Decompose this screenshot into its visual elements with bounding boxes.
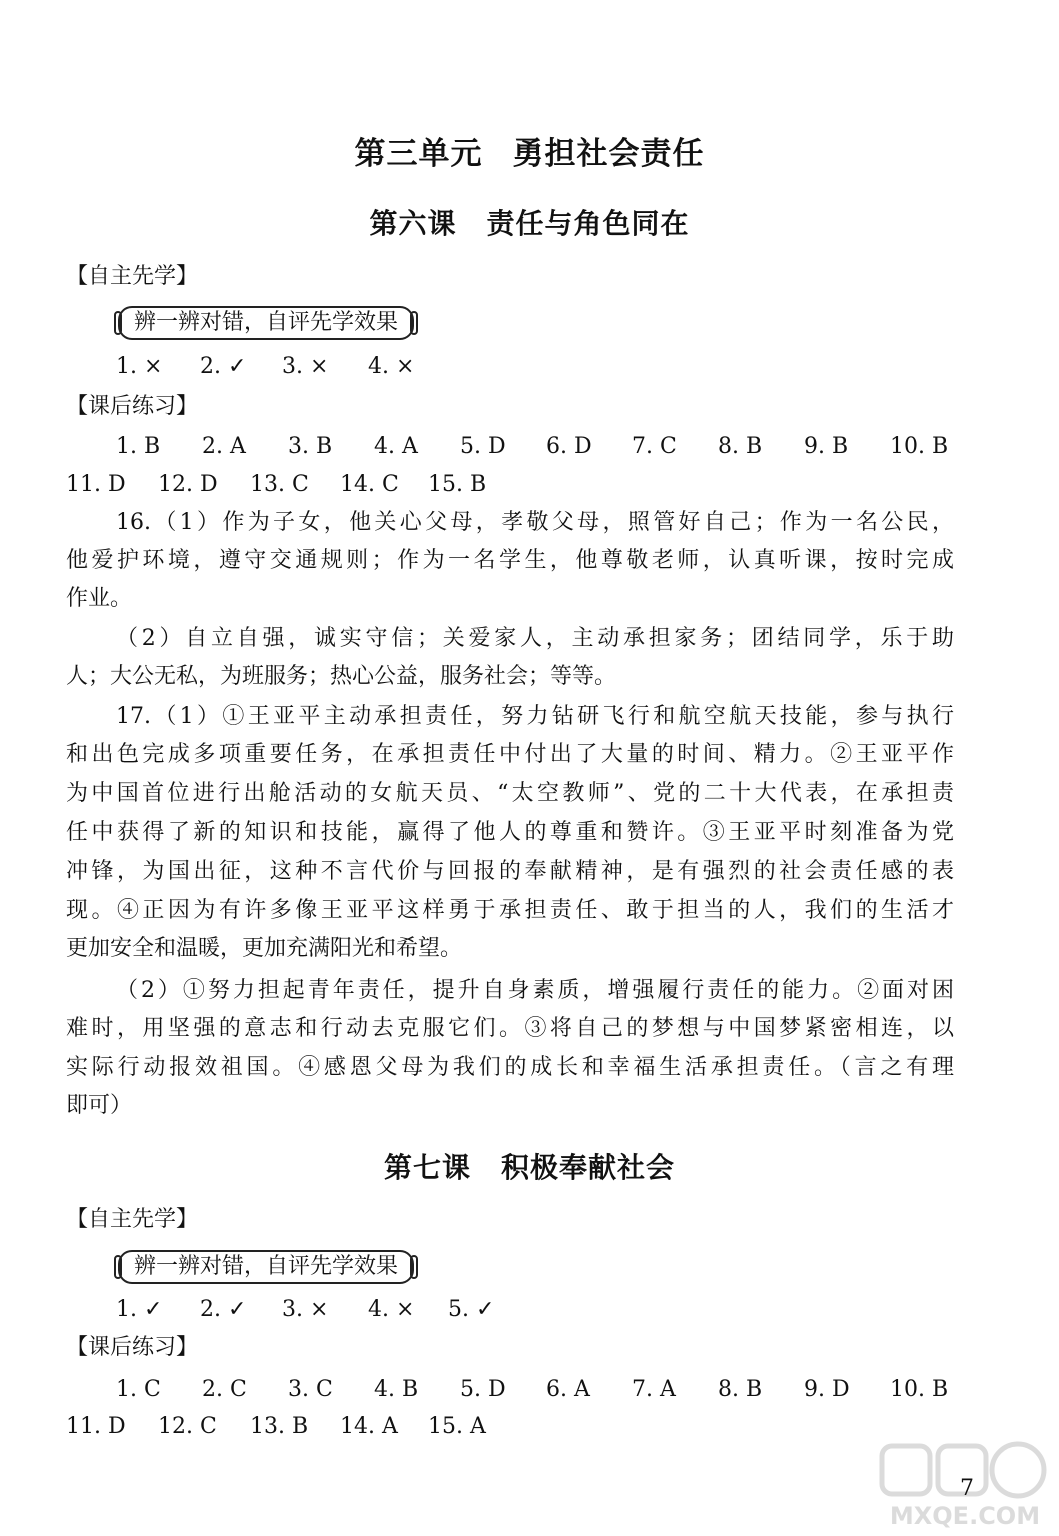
answer-item: 5. ✓	[448, 1297, 495, 1322]
q17-2-line	[116, 976, 954, 1006]
q17-1-line-2: 和出色完成多项重要任务，在承担责任中付出了大量的时间、精力。②王亚平作	[66, 742, 954, 767]
answer-item: 10. B	[890, 434, 949, 459]
lesson7-self-study-tag: 【自主先学】	[66, 1207, 199, 1232]
answer-item: 5. D	[460, 434, 506, 459]
q17-2-line-1: （2）①努力担起青年责任，提升自身素质，增强履行责任的能力。②面对困	[116, 978, 954, 1003]
lesson7-practice-tag: 【课后练习】	[66, 1335, 199, 1360]
answer-item: 13. B	[250, 1414, 309, 1439]
q17-1-line-5: 冲锋，为国出征，这种不言代价与回报的奉献精神，是有强烈的社会责任感的表	[66, 859, 954, 884]
answer-item: 15. B	[428, 472, 487, 497]
answer-item: 8. B	[718, 434, 763, 459]
answer-item: 1. ✓	[116, 1297, 163, 1322]
q17-2-line-4: 即可）	[66, 1093, 133, 1118]
answer-item: 9. D	[804, 1377, 850, 1402]
lesson6-title	[0, 202, 1059, 242]
lesson7-title-text: 积极奉献社会	[501, 1151, 676, 1184]
answer-item: 13. C	[250, 472, 309, 497]
q17-2-line	[66, 1053, 954, 1083]
q17-1-line	[116, 702, 954, 732]
answer-item: 4. ×	[368, 1297, 415, 1322]
watermark-text: MXQE.COM	[889, 1502, 1041, 1530]
answer-item: 11. D	[66, 1414, 126, 1439]
lesson6-mc-row2	[66, 470, 508, 500]
lesson7-self-answers	[116, 1295, 518, 1325]
lesson6-self-study-tag: 【自主先学】	[66, 264, 199, 289]
lesson6-practice-tag: 【课后练习】	[66, 394, 199, 419]
answer-item: 5. D	[460, 1377, 506, 1402]
q16-2-line-2: 人；大公无私，为班服务；热心公益，服务社会；等等。	[66, 664, 617, 689]
lesson6-self-answers	[116, 352, 448, 382]
answer-item: 4. A	[374, 434, 418, 459]
q17-1-line-6: 现。④正因为有许多像王亚平这样勇于承担责任、敢于担当的人，我们的生活才	[66, 898, 954, 923]
q17-1-line-3: 为中国首位进行出舱活动的女航天员、“太空教师”、党的二十大代表，在承担责	[66, 781, 954, 806]
answer-item: 14. A	[340, 1414, 398, 1439]
q17-1-line	[66, 740, 954, 770]
q17-1-line-4: 任中获得了新的知识和技能，赢得了他人的尊重和赞许。③王亚平时刻准备为党	[66, 820, 954, 845]
q17-1-line	[66, 818, 954, 848]
lesson6-title-number: 第六课	[369, 207, 457, 240]
answer-item: 9. B	[804, 434, 849, 459]
q17-2-line-2: 难时，用坚强的意志和行动去克服它们。③将自己的梦想与中国梦紧密相连，以	[66, 1016, 954, 1041]
lesson7-scroll-label: 辨一辨对错，自评先学效果	[118, 1250, 414, 1284]
lesson7-mc-row1	[116, 1375, 956, 1405]
answer-item: 3. ×	[282, 354, 329, 379]
answer-item: 1. B	[116, 434, 161, 459]
q17-1-line	[66, 779, 954, 809]
q16-1-line	[116, 508, 954, 538]
answer-item: 3. B	[288, 434, 333, 459]
answer-item: 12. D	[158, 472, 218, 497]
answer-item: 7. A	[632, 1377, 676, 1402]
q16-1-line-3: 作业。	[66, 586, 133, 611]
answer-item: 3. C	[288, 1377, 333, 1402]
answer-item: 7. C	[632, 434, 677, 459]
q17-1-line-1: 17.（1）①王亚平主动承担责任，努力钻研飞行和航空航天技能，参与执行	[116, 704, 954, 729]
q17-1-line-7: 更加安全和温暖，更加充满阳光和希望。	[66, 936, 463, 961]
lesson6-title-text: 责任与角色同在	[486, 207, 690, 240]
answer-item: 3. ×	[282, 1297, 329, 1322]
answer-item: 8. B	[718, 1377, 763, 1402]
q16-1-line-1: 16.（1）作为子女，他关心父母，孝敬父母，照管好自己；作为一名公民，	[116, 510, 954, 535]
answer-item: 6. D	[546, 434, 592, 459]
answer-item: 4. B	[374, 1377, 419, 1402]
answer-item: 11. D	[66, 472, 126, 497]
q17-1-line	[66, 896, 954, 926]
lesson6-scroll-label: 辨一辨对错，自评先学效果	[118, 306, 414, 340]
answer-item: 1. C	[116, 1377, 161, 1402]
q16-1-line	[66, 546, 954, 576]
answer-item: 6. A	[546, 1377, 590, 1402]
q17-2-line-3: 实际行动报效祖国。④感恩父母为我们的成长和幸福生活承担责任。（言之有理	[66, 1055, 954, 1080]
answer-item: 14. C	[340, 472, 399, 497]
answer-item: 10. B	[890, 1377, 949, 1402]
unit-title-number: 第三单元	[354, 136, 483, 172]
unit-title	[0, 128, 1059, 173]
answer-item: 2. ✓	[200, 354, 247, 379]
answer-item: 2. A	[202, 434, 246, 459]
lesson7-title	[0, 1146, 1059, 1186]
lesson6-mc-row1	[116, 432, 956, 462]
q17-1-line	[66, 857, 954, 887]
q16-2-line-1: （2）自立自强，诚实守信；关爱家人，主动承担家务；团结同学，乐于助	[116, 626, 954, 651]
q16-1-line-2: 他爱护环境，遵守交通规则；作为一名学生，他尊敬老师，认真听课，按时完成	[66, 548, 954, 573]
lesson7-title-number: 第七课	[383, 1151, 471, 1184]
answer-item: 15. A	[428, 1414, 486, 1439]
answer-item: 4. ×	[368, 354, 415, 379]
unit-title-text: 勇担社会责任	[512, 136, 705, 172]
answer-item: 2. C	[202, 1377, 247, 1402]
answer-item: 2. ✓	[200, 1297, 247, 1322]
answer-item: 12. C	[158, 1414, 217, 1439]
answer-item: 1. ×	[116, 354, 163, 379]
q17-2-line	[66, 1014, 954, 1044]
q16-2-line	[116, 624, 954, 654]
page-number: 7	[960, 1476, 974, 1501]
lesson7-mc-row2	[66, 1412, 508, 1442]
